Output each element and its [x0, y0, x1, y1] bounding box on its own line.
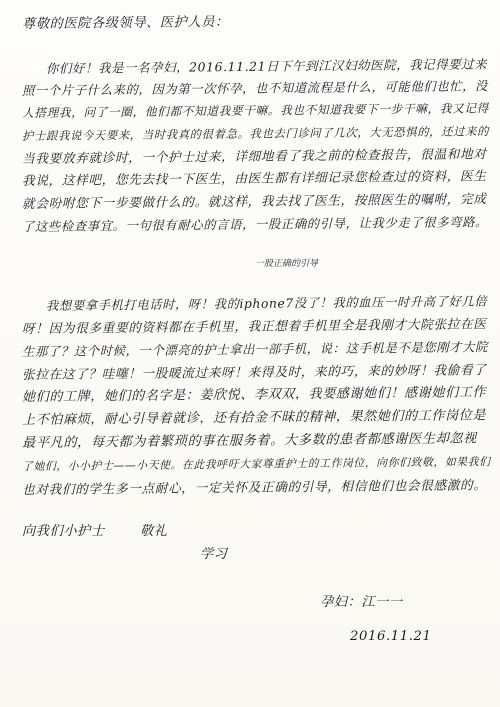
letter-line: 也对我们的学生多一点耐心，一定关怀及正确的引导，相信他们也会很感激的。 — [21, 477, 487, 497]
closing-salute: 敬礼 — [140, 524, 168, 539]
letter-line: 呀！因为很多重要的资料都在手机里，我正想着手机里全是我刚才大院张拉在医 — [21, 316, 487, 336]
letter-line: 我说，这样吧，您先去找一下医生，由医生都有详细记录您检查过的资料，医生 — [21, 168, 487, 188]
letter-line: 最平凡的，每天都为着繁琐的事在服务着。大多数的患者都感谢医生却忽视 — [21, 431, 478, 451]
signature: 孕妇：江一一 — [320, 595, 403, 610]
closing-learn: 学习 — [200, 547, 228, 562]
letter-line: 我想要拿手机打电话时，呀！我的iphone7没了！我的血压一时升高了好几倍 — [45, 294, 488, 313]
letter-line: 护士跟我说今天要来，当时我真的很着急。我也去门诊问了几次，大无恐惧的，还过来的 — [21, 124, 490, 143]
letter-line: 生那了？这个时候，一个漂亮的护士拿出一部手机，说：这手机是不是您刚才大院 — [21, 340, 489, 359]
letter-line: 了这些检查事宜。一句很有耐心的言语，一股正确的引导，让我少走了很多弯路。 — [21, 215, 489, 234]
closing-recipient: 向我们小护士 — [22, 524, 105, 539]
letter-line: 你们好！我是一名孕妇，2016.11.21日下午到江汉妇幼医院，我记得要过来 — [45, 56, 488, 76]
letter-line: 当我要放弃就诊时，一个护士过来，详细地看了我之前的检查报告，很温和地对 — [21, 146, 487, 166]
letter-line: 了她们，小小护士——小天使。在此我呼吁大家尊重护士的工作岗位，向你们致敬，如果我们 — [21, 455, 491, 473]
salutation: 尊敬的医院各级领导、医护人员： — [21, 14, 229, 32]
letter-line: 人搭理我，问了一圈，他们都不知道我要干嘛。我也不知道我要下一步干嘛，我又记得 — [21, 101, 489, 120]
letter-date: 2016.11.21 — [350, 629, 432, 644]
inserted-correction: 一股正确的引导 — [255, 259, 319, 269]
letter-line: 就会吩咐您下一步要做什么的。就这样，我去找了医生，按照医生的嘱咐，完成 — [21, 191, 487, 211]
letter-line: 照一个片子什么来的，因为第一次怀孕，也不知道流程是什么，可能他们也忙，没 — [21, 79, 489, 98]
letter-line: 她们的工牌，她们的名字是：姜欣悦、李双双，我要感谢她们！感谢她们工作 — [21, 385, 487, 405]
letter-line: 上不怕麻烦，耐心引导着就诊，还有拾金不昧的精神，果然她们的工作岗位是 — [21, 408, 487, 428]
letter-line: 张拉在这了？哇噻！一股暖流过来呀！来得及时，来的巧，来的妙呀！我偷看了 — [21, 362, 487, 382]
